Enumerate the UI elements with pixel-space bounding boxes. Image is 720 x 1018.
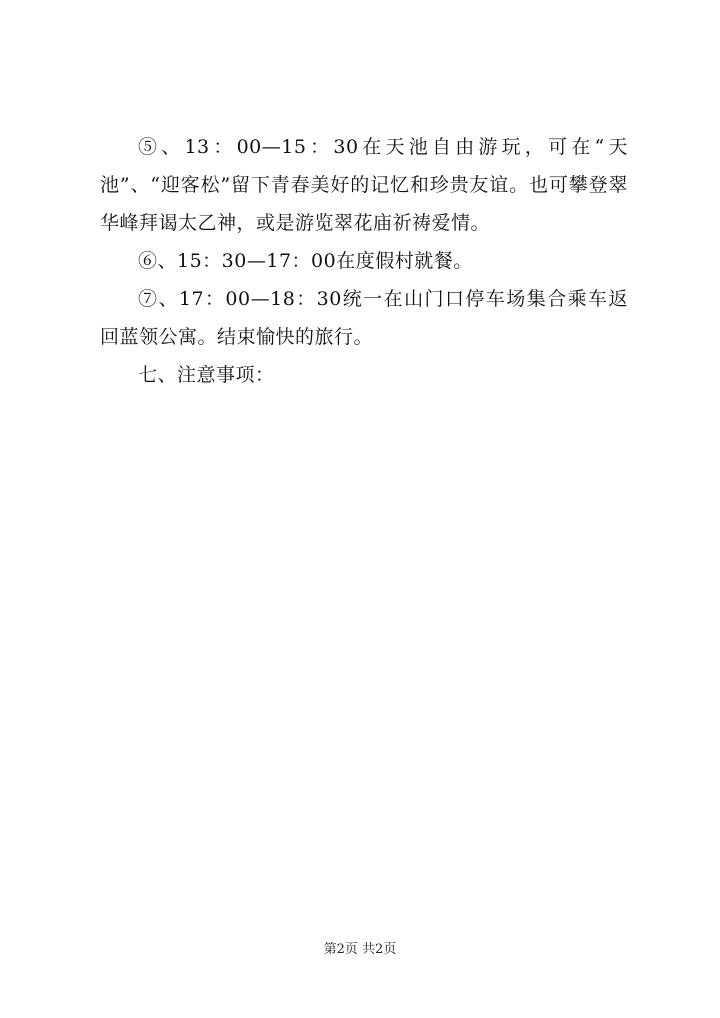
page-footer: 第2页 共2页 <box>323 942 397 957</box>
schedule-item-5: ⑤、13：00—15：30在天池自由游玩，可在“天池”、“迎客松”留下青春美好的记忆和珍贵友谊。也可攀登翠华峰拜谒太乙神，或是游览翠花庙祈祷爱情。 <box>100 136 628 234</box>
schedule-item-7: ⑦、17：00—18：30统一在山门口停车场集合乘车返回蓝领公寓。结束愉快的旅行。 <box>100 288 628 348</box>
section-heading-notes: 七、注意事项： <box>138 364 275 386</box>
document-body <box>100 128 628 394</box>
schedule-item-6: ⑥、15：30—17：00在度假村就餐。 <box>138 250 473 272</box>
